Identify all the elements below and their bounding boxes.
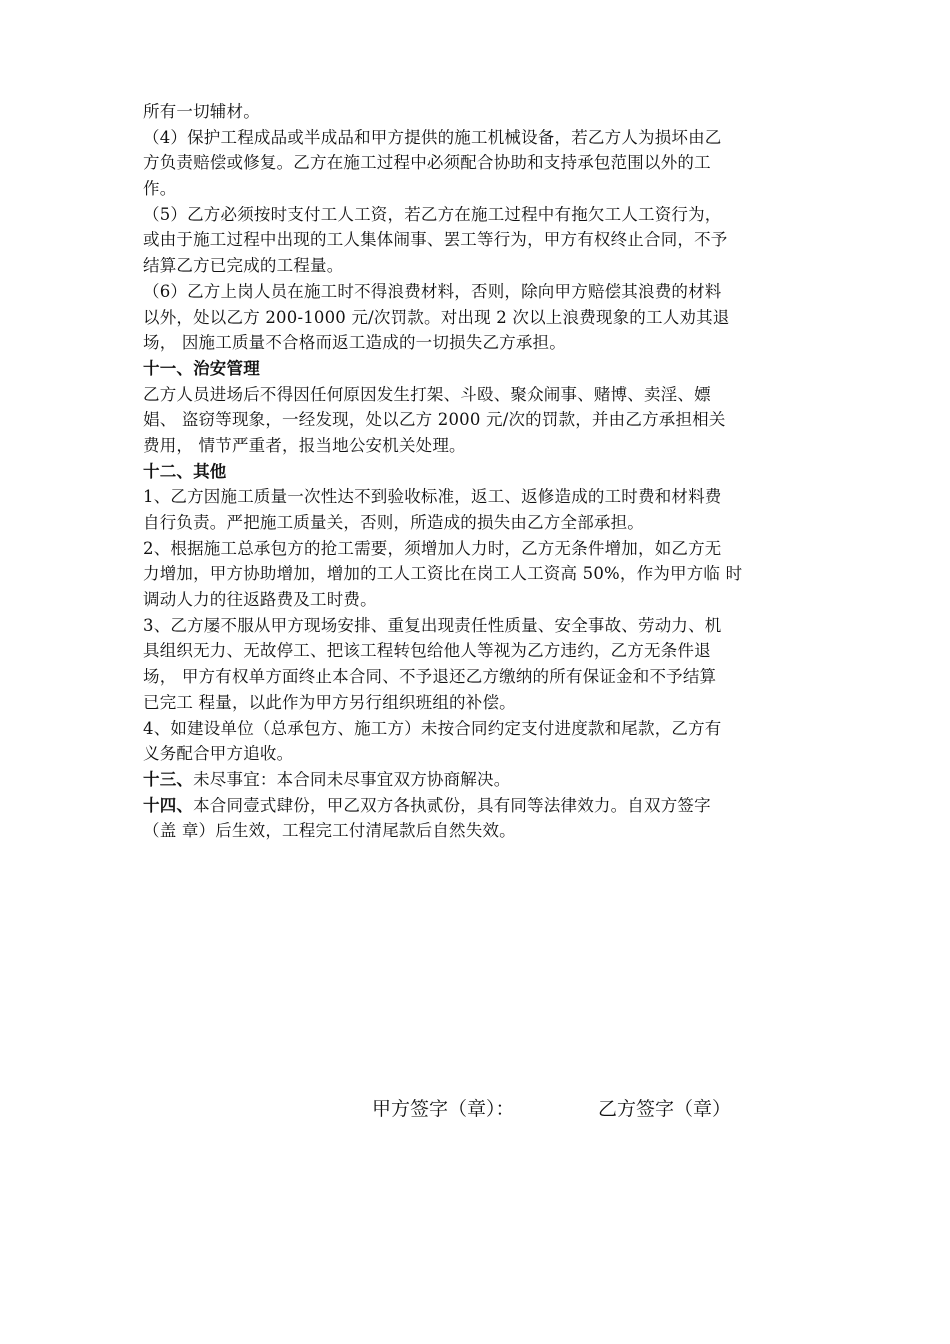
section-14-line: （盖 章）后生效，工程完工付清尾款后自然失效。: [143, 821, 516, 841]
section-12-line: 3、乙方屡不服从甲方现场安排、重复出现责任性质量、安全事故、劳动力、机: [143, 615, 722, 635]
section-14-paragraph: [143, 793, 823, 819]
section-12-line: 力增加，甲方协助增加，增加的工人工资比在岗工人工资高 50%，作为甲方临 时: [143, 564, 743, 584]
body-line: 所有一切辅材。: [143, 102, 260, 121]
section-12-line: 场， 甲方有权单方面终止本合同、不予退还乙方缴纳的所有保证金和不予结算: [143, 667, 717, 687]
body-line: 作。: [143, 179, 177, 199]
section-11-line: 娼、 盗窃等现象，一经发现，处以乙方 2000 元/次的罚款，并由乙方承担相关: [143, 410, 726, 430]
section-13-text: 未尽事宜：本合同未尽事宜双方协商解决。: [193, 769, 511, 789]
section-13-paragraph: [143, 767, 823, 793]
section-12-line: 自行负责。严把施工质量关，否则，所造成的损失由乙方全部承担。: [143, 513, 644, 532]
section-12-line: 已完工 程量，以此作为甲方另行组织班组的补偿。: [143, 692, 516, 712]
section-12-line: 调动人力的往返路费及工时费。: [143, 590, 377, 610]
body-line: （6）乙方上岗人员在施工时不得浪费材料，否则，除向甲方赔偿其浪费的材料: [143, 281, 722, 301]
party-b-signature-label: 乙方签字（章）: [598, 1098, 732, 1120]
body-line: 结算乙方已完成的工程量。: [143, 256, 344, 276]
section-14-lead: 十四、: [143, 795, 194, 815]
section-heading-public-security: 十一、治安管理: [143, 358, 260, 378]
body-line: 以外，处以乙方 200-1000 元/次罚款。对出现 2 次以上浪费现象的工人劝其退: [143, 307, 730, 327]
body-line: （5）乙方必须按时支付工人工资，若乙方在施工过程中有拖欠工人工资行为，: [143, 204, 722, 224]
section-11-line: 乙方人员进场后不得因任何原因发生打架、斗殴、聚众闹事、赌博、卖淫、嫖: [143, 384, 711, 404]
section-heading-other: 十二、其他: [143, 461, 227, 481]
section-12-line: 具组织无力、无故停工、把该工程转包给他人等视为乙方违约，乙方无条件退: [143, 641, 711, 661]
contract-document: [143, 99, 823, 844]
section-11-line: 费用， 情节严重者，报当地公安机关处理。: [143, 435, 466, 455]
section-12-line: 1、乙方因施工质量一次性达不到验收标准，返工、返修造成的工时费和材料费: [143, 487, 722, 507]
section-12-line: 4、如建设单位（总承包方、施工方）未按合同约定支付进度款和尾款，乙方有: [143, 718, 722, 738]
section-13-lead: 十三、: [143, 769, 194, 789]
body-line: 场， 因施工质量不合格而返工造成的一切损失乙方承担。: [143, 333, 566, 353]
body-line: 或由于施工过程中出现的工人集体闹事、罢工等行为，甲方有权终止合同，不予: [143, 230, 728, 250]
body-line: 方负责赔偿或修复。乙方在施工过程中必须配合协助和支持承包范围以外的工: [143, 153, 711, 173]
section-12-line: 义务配合甲方追收。: [143, 744, 294, 764]
body-line: （4）保护工程成品或半成品和甲方提供的施工机械设备，若乙方人为损坏由乙: [143, 127, 722, 147]
party-a-signature-label: 甲方签字（章）：: [372, 1098, 515, 1120]
section-14-text: 本合同壹式肆份，甲乙双方各执贰份，具有同等法律效力。自双方签字: [193, 795, 711, 815]
section-12-line: 2、根据施工总承包方的抢工需要，须增加人力时，乙方无条件增加，如乙方无: [143, 538, 722, 558]
